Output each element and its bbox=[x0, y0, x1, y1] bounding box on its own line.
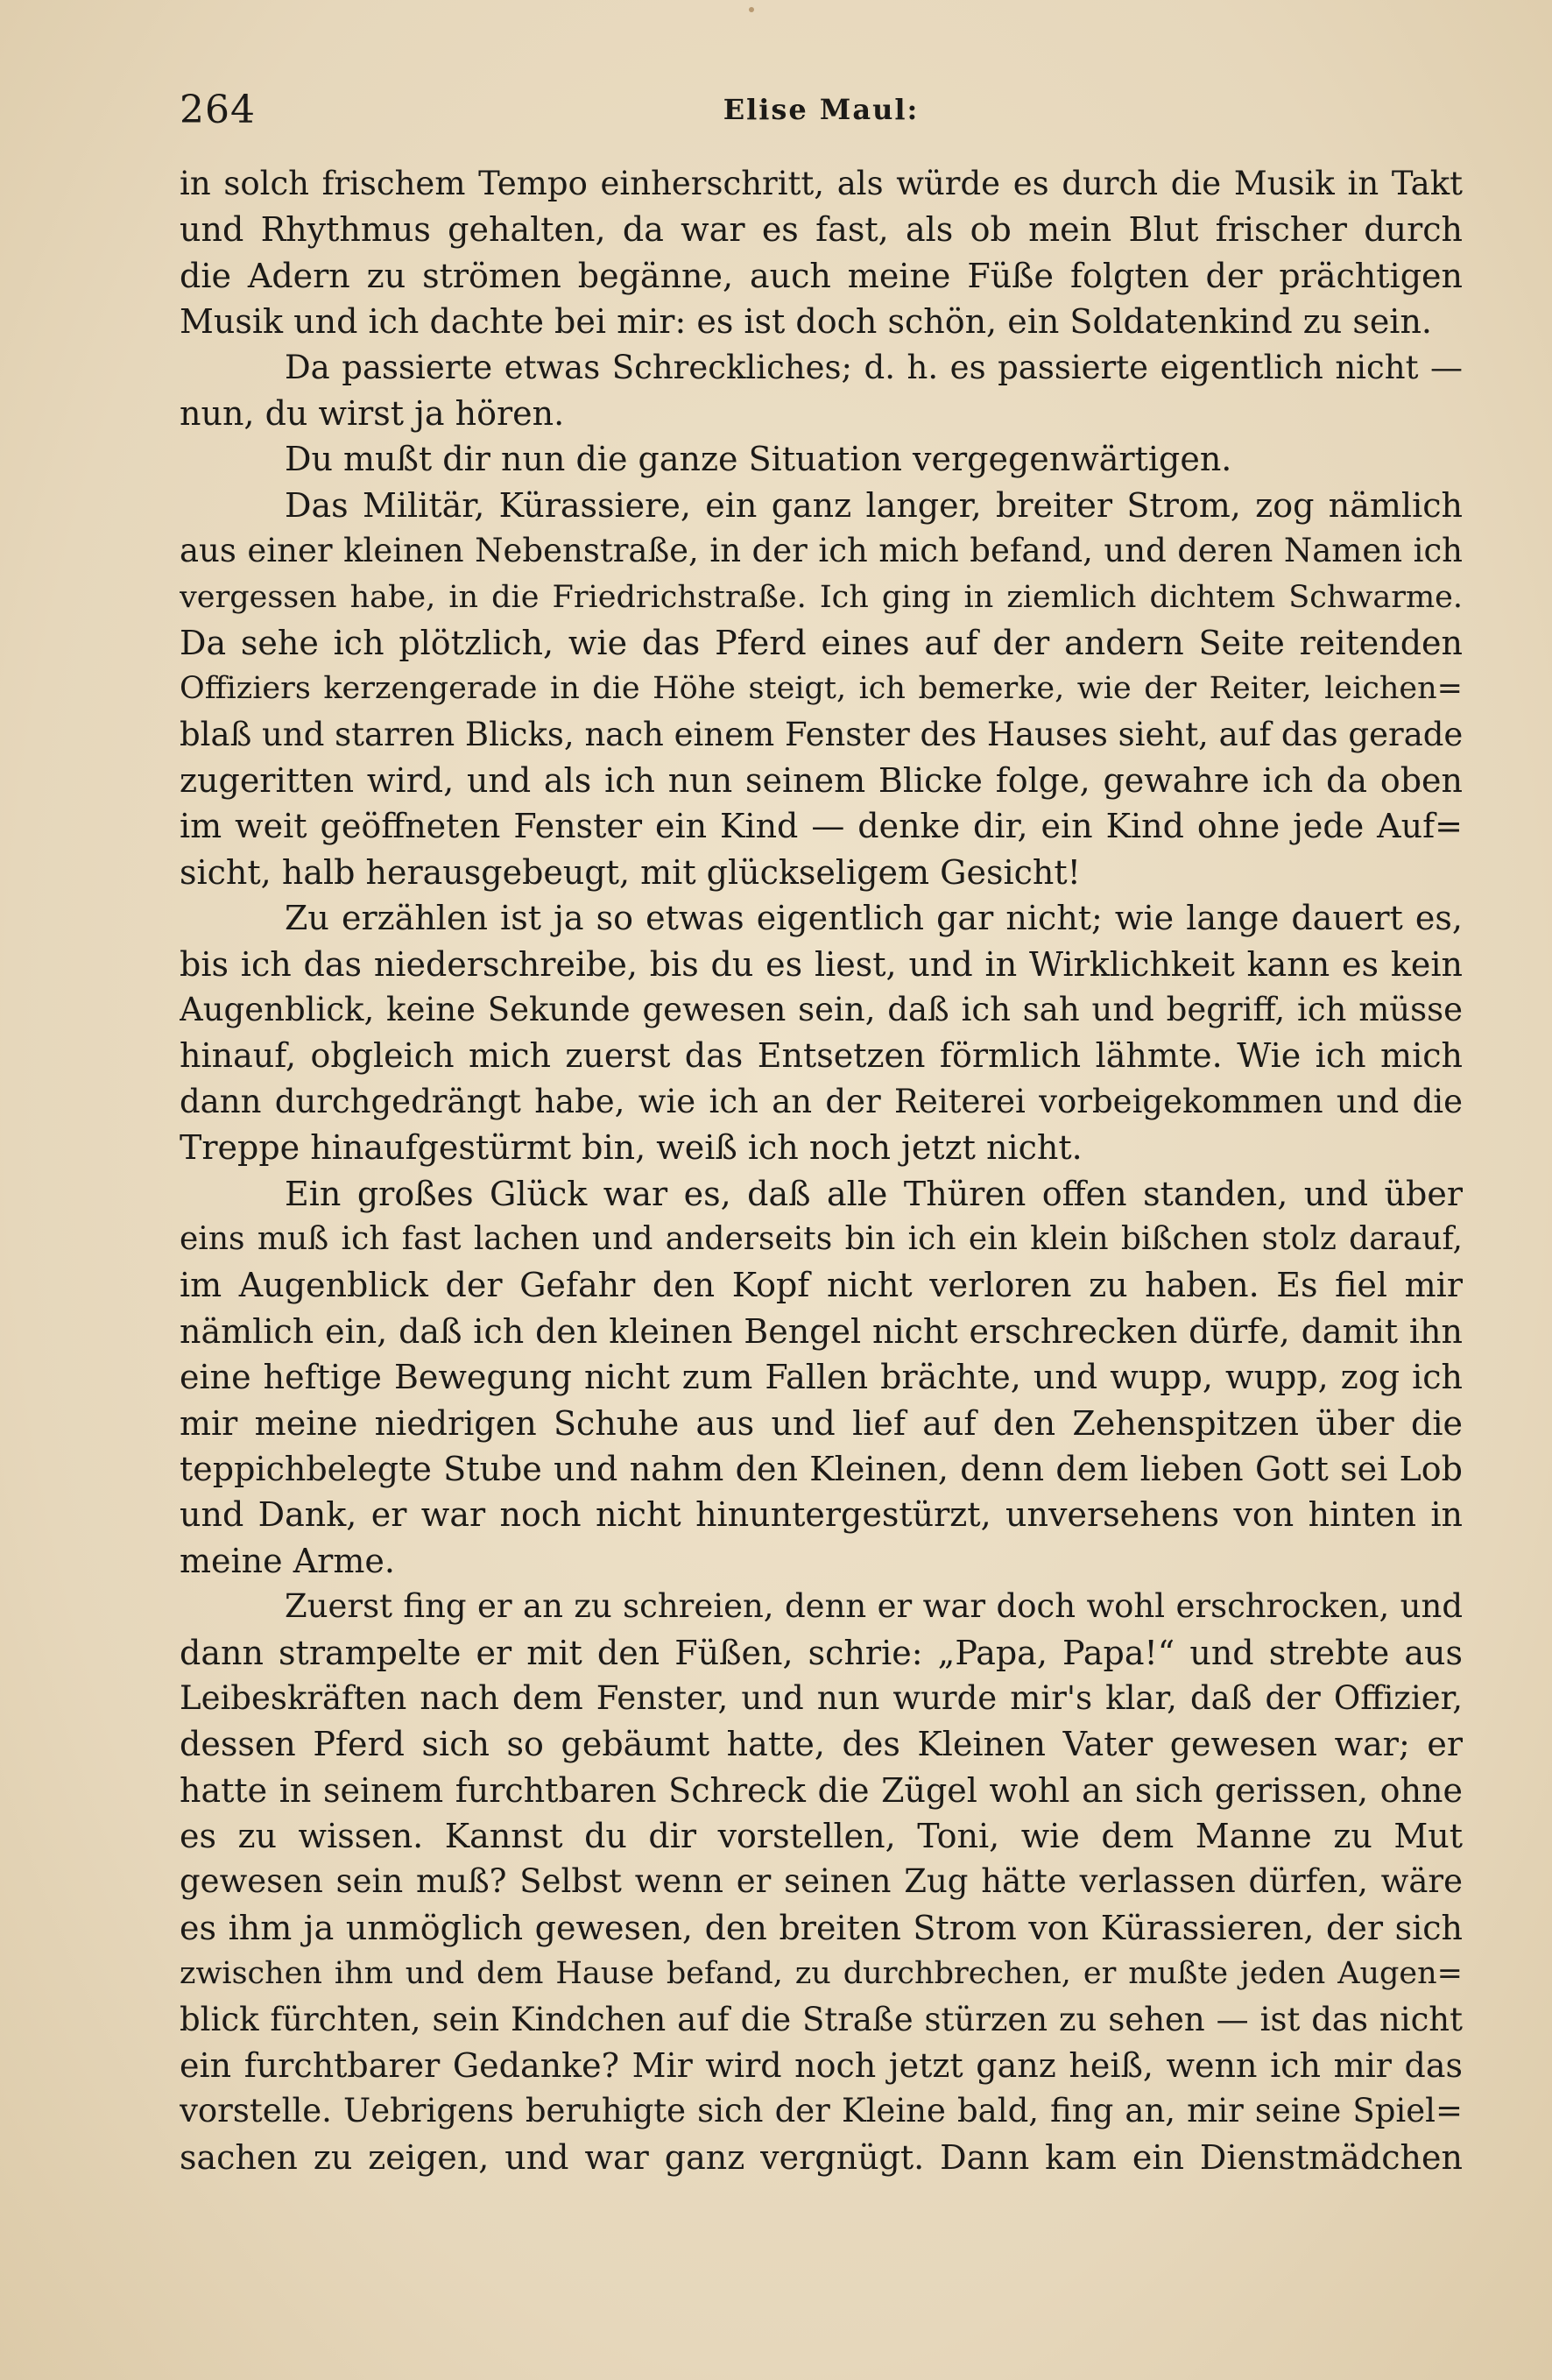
page-number: 264 bbox=[180, 88, 256, 132]
text-line: nun, du wirst ja hören. bbox=[180, 393, 565, 433]
text-line: Zuerst fing er an zu schreien, denn er war doch wohl erschrocken, und bbox=[285, 1587, 1463, 1626]
text-line: eine heftige Bewegung nicht zum Fallen brächte, und wupp, wupp, zog ich bbox=[180, 1358, 1463, 1397]
body-text bbox=[180, 161, 1463, 2180]
text-line: meine Arme. bbox=[180, 1541, 395, 1580]
ink-speck bbox=[749, 7, 754, 12]
text-line: Musik und ich dachte bei mir: es ist doch schön, ein Soldatenkind zu sein. bbox=[180, 302, 1433, 342]
text-line: Treppe hinaufgestürmt bin, weiß ich noch jetzt nicht. bbox=[180, 1128, 1083, 1168]
text-line: hinauf, obgleich mich zuerst das Entsetzen förmlich lähmte. Wie ich mich bbox=[180, 1036, 1463, 1076]
text-line: und Rhythmus gehalten, da war es fast, als ob mein Blut frischer durch bbox=[180, 210, 1463, 250]
text-line: Du mußt dir nun die ganze Situation vergegenwärtigen. bbox=[285, 440, 1232, 479]
text-line: Ein großes Glück war es, daß alle Thüren offen standen, und über bbox=[285, 1174, 1463, 1213]
text-line: im weit geöffneten Fenster ein Kind — denke dir, ein Kind ohne jede Auf= bbox=[180, 807, 1463, 846]
text-line: Augenblick, keine Sekunde gewesen sein, daß ich sah und begriff, ich müsse bbox=[180, 991, 1463, 1029]
text-line: bis ich das niederschreibe, bis du es liest, und in Wirklichkeit kann es kein bbox=[180, 944, 1463, 984]
text-line: dann durchgedrängt habe, wie ich an der Reiterei vorbeigekommen und die bbox=[180, 1082, 1463, 1120]
text-line: blick fürchten, sein Kindchen auf die Straße stürzen zu sehen — ist das nicht bbox=[180, 2000, 1463, 2038]
text-line: im Augenblick der Gefahr den Kopf nicht verloren zu haben. Es fiel mir bbox=[180, 1266, 1463, 1305]
text-line: blaß und starren Blicks, nach einem Fenster des Hauses sieht, auf das gerade bbox=[180, 715, 1463, 753]
text-line: vorstelle. Uebrigens beruhigte sich der Kleine bald, fing an, mir seine Spiel= bbox=[180, 2092, 1463, 2130]
text-line: eins muß ich fast lachen und anderseits bin ich ein klein bißchen stolz darauf, bbox=[180, 1220, 1463, 1257]
text-line: sicht, halb herausgebeugt, mit glückseligem Gesicht! bbox=[180, 852, 1081, 892]
text-line: in solch frischem Tempo einherschritt, als würde es durch die Musik in Takt bbox=[180, 165, 1463, 202]
text-line: dessen Pferd sich so gebäumt hatte, des Kleinen Vater gewesen war; er bbox=[180, 1725, 1463, 1764]
text-line: sachen zu zeigen, und war ganz vergnügt. Dann kam ein Dienstmädchen bbox=[180, 2137, 1463, 2177]
text-line: zugeritten wird, und als ich nun seinem Blicke folge, gewahre ich da oben bbox=[180, 761, 1463, 801]
text-line: nämlich ein, daß ich den kleinen Bengel nicht erschrecken dürfe, damit ihn bbox=[180, 1311, 1463, 1351]
text-line: Da sehe ich plötzlich, wie das Pferd eines auf der andern Seite reitenden bbox=[180, 623, 1463, 662]
text-line: Offiziers kerzengerade in die Höhe steigt, ich bemerke, wie der Reiter, leichen= bbox=[180, 671, 1463, 707]
running-head: Elise Maul: bbox=[723, 93, 920, 126]
text-line: vergessen habe, in die Friedrichstraße. Ich ging in ziemlich dichtem Schwarme. bbox=[180, 579, 1463, 615]
text-line: Da passierte etwas Schreckliches; d. h. es passierte eigentlich nicht — bbox=[285, 348, 1463, 386]
text-line: Leibeskräften nach dem Fenster, und nun wurde mir's klar, daß der Offizier, bbox=[180, 1678, 1463, 1717]
text-line: teppichbelegte Stube und nahm den Kleinen, denn dem lieben Gott sei Lob bbox=[180, 1449, 1463, 1488]
text-line: Das Militär, Kürassiere, ein ganz langer, breiter Strom, zog nämlich bbox=[285, 485, 1463, 525]
text-line: mir meine niedrigen Schuhe aus und lief auf den Zehenspitzen über die bbox=[180, 1403, 1463, 1443]
text-line: gewesen sein muß? Selbst wenn er seinen Zug hätte verlassen dürfen, wäre bbox=[180, 1862, 1463, 1901]
text-line: es zu wissen. Kannst du dir vorstellen, Toni, wie dem Manne zu Mut bbox=[180, 1817, 1463, 1856]
text-line: aus einer kleinen Nebenstraße, in der ich mich befand, und deren Namen ich bbox=[180, 532, 1463, 570]
text-line: ein furchtbarer Gedanke? Mir wird noch jetzt ganz heiß, wenn ich mir das bbox=[180, 2046, 1463, 2086]
text-line: zwischen ihm und dem Hause befand, zu durchbrechen, er mußte jeden Augen= bbox=[180, 1956, 1463, 1992]
text-line: und Dank, er war noch nicht hinuntergestürzt, unversehens von hinten in bbox=[180, 1495, 1463, 1535]
text-line: dann strampelte er mit den Füßen, schrie: „Papa, Papa!“ und strebte aus bbox=[180, 1633, 1463, 1672]
text-line: hatte in seinem furchtbaren Schreck die Zügel wohl an sich gerissen, ohne bbox=[180, 1770, 1463, 1810]
text-line: Zu erzählen ist ja so etwas eigentlich gar nicht; wie lange dauert es, bbox=[285, 899, 1463, 938]
text-line: es ihm ja unmöglich gewesen, den breiten Strom von Kürassieren, der sich bbox=[180, 1908, 1463, 1947]
page-header bbox=[180, 88, 1463, 140]
text-line: die Adern zu strömen begänne, auch meine Füße folgten der prächtigen bbox=[180, 256, 1463, 295]
